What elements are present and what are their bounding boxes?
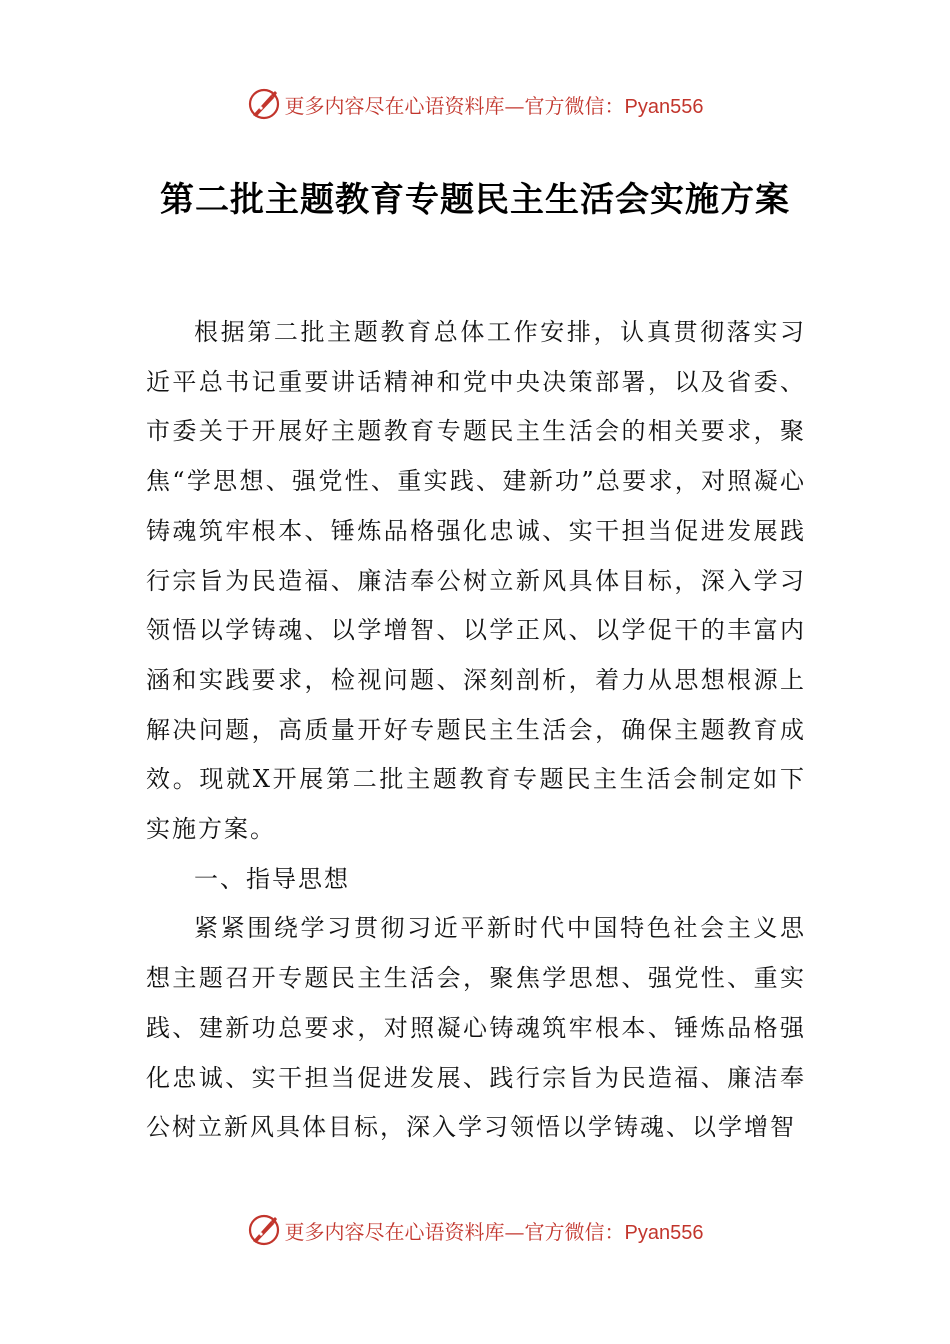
banner-text	[285, 90, 704, 119]
document-title: 第二批主题教育专题民主生活会实施方案	[160, 180, 790, 220]
pen-nib-logo-icon	[247, 1213, 281, 1247]
paragraph-intro: 根据第二批主题教育总体工作安排，认真贯彻落实习近平总书记重要讲话精神和党中央决策部署，以及省委、市委关于开展好主题教育专题民主生活会的相关要求，聚焦“学思想、强党性、重实践、建新功”总要求，对照凝心铸魂筑牢根本、锤炼品格强化忠诚、实干担当促进发展践行宗旨为民造福、廉洁奉公树立新风具体目标，深入学习领悟以学铸魂、以学增智、以学正风、以学促干的丰富内涵和实践要求，检视问题、深刻剖析，着力从思想根源上解决问题，高质量开好专题民主生活会，确保主题教育成效。现就X开展第二批主题教育专题民主生活会制定如下实施方案。	[146, 318, 806, 844]
document-body	[146, 308, 806, 1153]
header-banner	[0, 84, 950, 124]
paragraph-guiding-ideology: 紧紧围绕学习贯彻习近平新时代中国特色社会主义思想主题召开专题民主生活会，聚焦学思想、强党性、重实践、建新功总要求，对照凝心铸魂筑牢根本、锤炼品格强化忠诚、实干担当促进发展、践行宗旨为民造福、廉洁奉公树立新风具体目标，深入学习领悟以学铸魂、以学增智	[146, 914, 806, 1142]
banner-wechat-id: Pyan556	[624, 1221, 704, 1244]
banner-slogan: 更多内容尽在心语资料库—官方微信：	[284, 1219, 625, 1244]
banner-wechat-id: Pyan556	[624, 95, 704, 118]
footer-banner	[0, 1210, 950, 1250]
section-heading-guiding-ideology: 一、指导思想	[194, 864, 350, 893]
banner-text	[285, 1216, 704, 1245]
banner-slogan: 更多内容尽在心语资料库—官方微信：	[284, 93, 625, 118]
pen-nib-logo-icon	[247, 87, 281, 121]
